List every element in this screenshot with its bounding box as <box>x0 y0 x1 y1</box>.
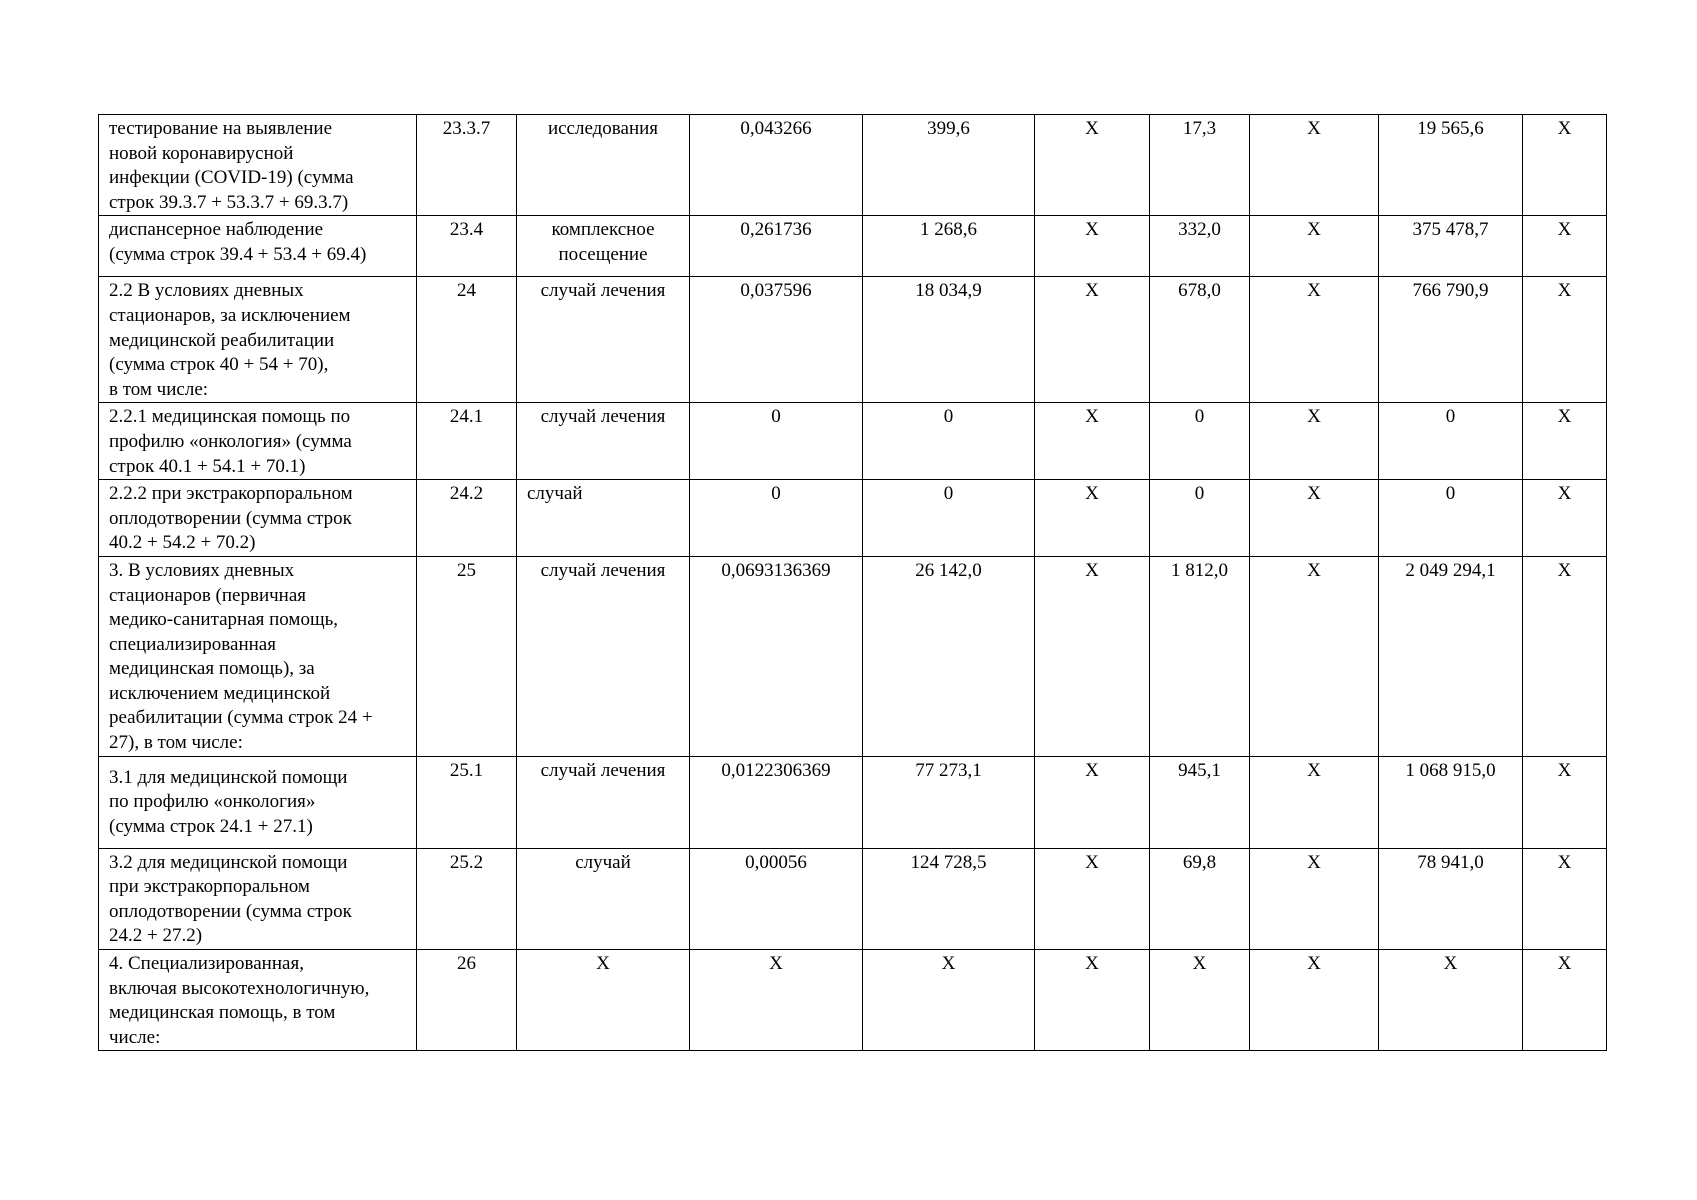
per-capita-cell: 69,8 <box>1150 848 1250 949</box>
value-cell: Х <box>1523 115 1607 216</box>
total-cost-cell: 0 <box>1379 480 1523 557</box>
row-number-cell: 26 <box>417 950 517 1051</box>
table-row <box>99 480 1607 557</box>
value-cell: Х <box>1250 480 1379 557</box>
total-cost-cell: Х <box>1379 950 1523 1051</box>
cost-norm-cell: 26 142,0 <box>863 556 1035 756</box>
total-cost-cell: 78 941,0 <box>1379 848 1523 949</box>
volume-norm-cell: 0,037596 <box>690 277 863 403</box>
value-cell: Х <box>1035 216 1150 277</box>
row-name-cell: 3.2 для медицинской помощи при экстракорпоральном оплодотворении (сумма строк 24.2 + 27.2) <box>99 848 417 949</box>
cost-norm-cell: 1 268,6 <box>863 216 1035 277</box>
total-cost-cell: 375 478,7 <box>1379 216 1523 277</box>
table-row <box>99 848 1607 949</box>
value-cell: Х <box>1250 556 1379 756</box>
data-table <box>98 114 1607 1051</box>
row-name-cell: 3. В условиях дневных стационаров (первичная медико-санитарная помощь, специализированная медицинская помощь), за исключением медицинской реабилитации (сумма строк 24 + 27), в том числе: <box>99 556 417 756</box>
cost-norm-cell: 18 034,9 <box>863 277 1035 403</box>
total-cost-cell: 2 049 294,1 <box>1379 556 1523 756</box>
unit-cell: случай лечения <box>517 277 690 403</box>
per-capita-cell: 678,0 <box>1150 277 1250 403</box>
value-cell: Х <box>1250 277 1379 403</box>
table-row <box>99 216 1607 277</box>
cost-norm-cell: 0 <box>863 480 1035 557</box>
table-row <box>99 756 1607 848</box>
row-number-cell: 23.4 <box>417 216 517 277</box>
value-cell: Х <box>1035 115 1150 216</box>
unit-cell: случай лечения <box>517 556 690 756</box>
value-cell: Х <box>1523 480 1607 557</box>
table-row <box>99 950 1607 1051</box>
volume-norm-cell: Х <box>690 950 863 1051</box>
value-cell: Х <box>1250 950 1379 1051</box>
row-number-cell: 25.1 <box>417 756 517 848</box>
row-name-cell: 4. Специализированная, включая высокотехнологичную, медицинская помощь, в том числе: <box>99 950 417 1051</box>
value-cell: Х <box>1523 216 1607 277</box>
cost-norm-cell: 124 728,5 <box>863 848 1035 949</box>
row-name-cell: 2.2.1 медицинская помощь по профилю «онкология» (сумма строк 40.1 + 54.1 + 70.1) <box>99 403 417 480</box>
cost-norm-cell: 77 273,1 <box>863 756 1035 848</box>
volume-norm-cell: 0 <box>690 403 863 480</box>
row-name-cell: 3.1 для медицинской помощи по профилю «онкология» (сумма строк 24.1 + 27.1) <box>99 756 417 848</box>
row-number-cell: 23.3.7 <box>417 115 517 216</box>
volume-norm-cell: 0 <box>690 480 863 557</box>
per-capita-cell: 0 <box>1150 403 1250 480</box>
total-cost-cell: 19 565,6 <box>1379 115 1523 216</box>
row-number-cell: 24.2 <box>417 480 517 557</box>
unit-cell: случай <box>517 848 690 949</box>
per-capita-cell: 945,1 <box>1150 756 1250 848</box>
total-cost-cell: 766 790,9 <box>1379 277 1523 403</box>
total-cost-cell: 1 068 915,0 <box>1379 756 1523 848</box>
cost-norm-cell: Х <box>863 950 1035 1051</box>
value-cell: Х <box>1250 216 1379 277</box>
per-capita-cell: 0 <box>1150 480 1250 557</box>
table-row <box>99 277 1607 403</box>
value-cell: Х <box>1035 848 1150 949</box>
unit-cell: случай лечения <box>517 756 690 848</box>
value-cell: Х <box>1523 277 1607 403</box>
volume-norm-cell: 0,0122306369 <box>690 756 863 848</box>
value-cell: Х <box>1035 950 1150 1051</box>
value-cell: Х <box>1523 403 1607 480</box>
value-cell: Х <box>1035 556 1150 756</box>
volume-norm-cell: 0,0693136369 <box>690 556 863 756</box>
table-row <box>99 556 1607 756</box>
row-name-cell: тестирование на выявление новой коронавирусной инфекции (COVID-19) (сумма строк 39.3.7 + 53.3.7 + 69.3.7) <box>99 115 417 216</box>
volume-norm-cell: 0,00056 <box>690 848 863 949</box>
row-name-cell: 2.2 В условиях дневных стационаров, за исключением медицинской реабилитации (сумма строк 40 + 54 + 70), в том числе: <box>99 277 417 403</box>
unit-cell: исследования <box>517 115 690 216</box>
total-cost-cell: 0 <box>1379 403 1523 480</box>
cost-norm-cell: 0 <box>863 403 1035 480</box>
unit-cell: случай <box>517 480 690 557</box>
row-number-cell: 24 <box>417 277 517 403</box>
cost-norm-cell: 399,6 <box>863 115 1035 216</box>
row-name-cell: 2.2.2 при экстракорпоральном оплодотворении (сумма строк 40.2 + 54.2 + 70.2) <box>99 480 417 557</box>
per-capita-cell: 332,0 <box>1150 216 1250 277</box>
table-row <box>99 115 1607 216</box>
value-cell: Х <box>1250 848 1379 949</box>
value-cell: Х <box>1250 756 1379 848</box>
value-cell: Х <box>1523 950 1607 1051</box>
value-cell: Х <box>1035 403 1150 480</box>
per-capita-cell: Х <box>1150 950 1250 1051</box>
row-number-cell: 25 <box>417 556 517 756</box>
per-capita-cell: 1 812,0 <box>1150 556 1250 756</box>
value-cell: Х <box>1523 848 1607 949</box>
value-cell: Х <box>1035 277 1150 403</box>
volume-norm-cell: 0,043266 <box>690 115 863 216</box>
volume-norm-cell: 0,261736 <box>690 216 863 277</box>
value-cell: Х <box>1035 756 1150 848</box>
row-number-cell: 25.2 <box>417 848 517 949</box>
table-row <box>99 403 1607 480</box>
unit-cell: случай лечения <box>517 403 690 480</box>
value-cell: Х <box>1523 556 1607 756</box>
row-name-cell: диспансерное наблюдение (сумма строк 39.4 + 53.4 + 69.4) <box>99 216 417 277</box>
unit-cell: комплексное посещение <box>517 216 690 277</box>
value-cell: Х <box>1250 403 1379 480</box>
value-cell: Х <box>1035 480 1150 557</box>
unit-cell: Х <box>517 950 690 1051</box>
row-number-cell: 24.1 <box>417 403 517 480</box>
value-cell: Х <box>1250 115 1379 216</box>
value-cell: Х <box>1523 756 1607 848</box>
per-capita-cell: 17,3 <box>1150 115 1250 216</box>
